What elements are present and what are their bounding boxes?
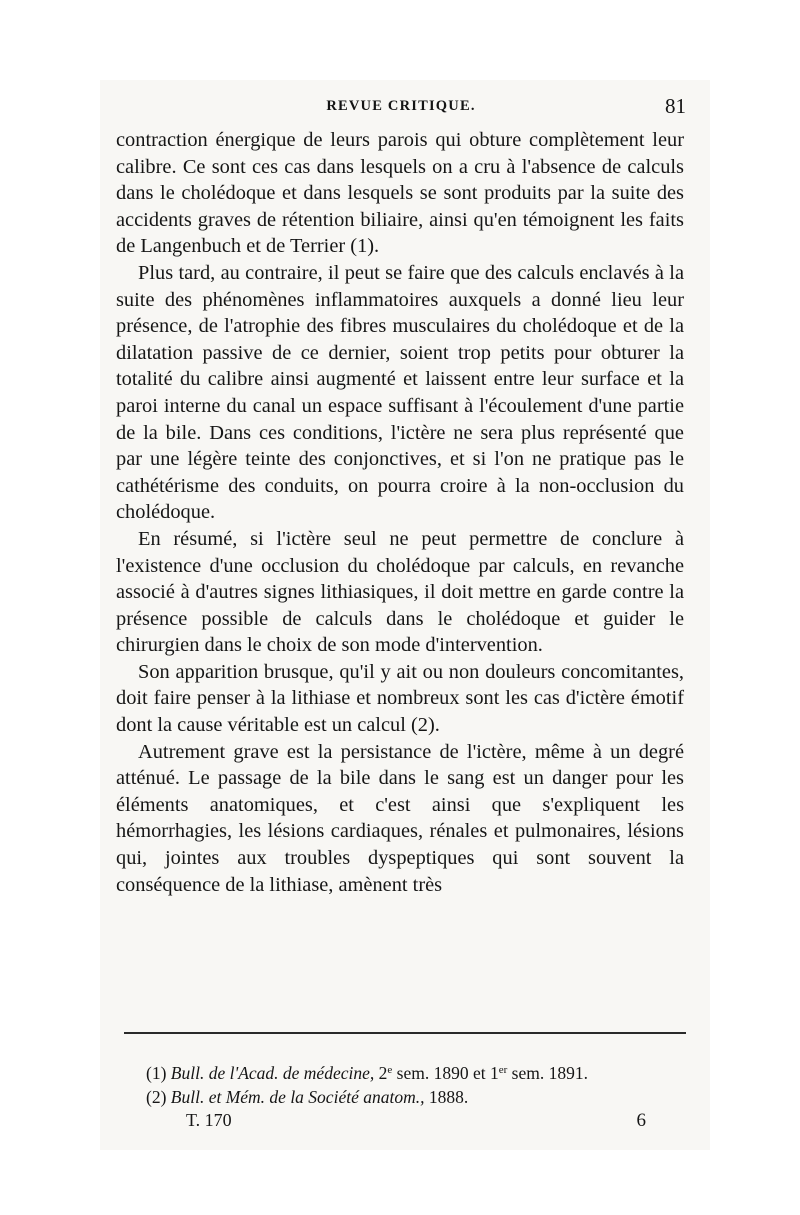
page-number: 81: [665, 94, 686, 118]
footnote-year: 1888.: [428, 1087, 469, 1107]
sheet-mark: 6: [636, 1110, 646, 1131]
paragraph: En résumé, si l'ictère seul ne peut permettre de conclure à l'existence d'une occlusion du cholédoque par calculs, en revanche associé à d'autres signes lithiasiques, il doit mettre en garde contre la présence possible de calculs dans le cholédoque et guider le chirurgien dans le choix de son mode d'intervention.: [116, 527, 684, 657]
footnote-1: [146, 1061, 686, 1085]
footnote-mark: (2): [146, 1087, 167, 1107]
footnote-sem2-number: 1: [489, 1063, 499, 1083]
footnote-sem1-ordinal: e: [387, 1064, 393, 1076]
running-title: REVUE CRITIQUE.: [326, 98, 476, 114]
body-text: [116, 127, 684, 898]
footnote-sem2-text: sem. 1891.: [511, 1063, 588, 1083]
volume-mark: T. 170: [186, 1110, 232, 1130]
paragraph: Plus tard, au contraire, il peut se faire que des calculs enclavés à la suite des phénomènes inflammatoires auxquels a donné lieu leur présence, de l'atrophie des fibres musculaires du cholédoque et de la dilatation passive de ce dernier, soient trop petits pour obturer la totalité du calibre ainsi augmenté et laissent entre leur surface et la paroi interne du canal un espace suffisant à l'écoulement d'une partie de la bile. Dans ces conditions, l'ictère ne sera plus représenté que par une légère teinte des conjonctives, et si l'on ne pratique pas le cathétérisme des conduits, on pourra croire à la non-occlusion du cholédoque.: [116, 261, 684, 524]
footnote-mark: (1): [146, 1063, 167, 1083]
footnote-separator: [124, 1032, 686, 1034]
footnote-sem1-number: 2: [378, 1063, 388, 1083]
paragraph: contraction énergique de leurs parois qui obture complètement leur calibre. Ce sont ces cas dans lesquels on a cru à l'absence de calculs dans le cholédoque et dans lesquels se sont produits par la suite des accidents graves de rétention biliaire, ainsi qu'en témoignent les faits de Langenbuch et de Terrier (1).: [116, 129, 684, 258]
paragraph: Son apparition brusque, qu'il y ait ou non douleurs concomitantes, doit faire penser à la lithiase et nombreux sont les cas d'ictère émotif dont la cause véritable est un calcul (2).: [116, 660, 684, 737]
footnotes: [146, 1061, 686, 1109]
paragraph: Autrement grave est la persistance de l'ictère, même à un degré atténué. Le passage de la bile dans le sang est un danger pour les éléments anatomiques, et c'est ainsi que s'expliquent les hémorrhagies, les lésions cardiaques, rénales et pulmonaires, lésions qui, jointes aux troubles dyspeptiques qui sont souvent la conséquence de la lithiase, amènent très: [116, 740, 684, 896]
footnote-sem1-text: sem. 1890 et: [396, 1063, 486, 1083]
footnote-source: Bull. de l'Acad. de médecine,: [170, 1063, 375, 1083]
footnote-source: Bull. et Mém. de la Société anatom.,: [170, 1087, 425, 1107]
printer-signature: [186, 1110, 646, 1136]
footnote-sem2-ordinal: er: [498, 1064, 508, 1076]
page-header: [116, 96, 686, 126]
footnote-2: [146, 1085, 686, 1109]
